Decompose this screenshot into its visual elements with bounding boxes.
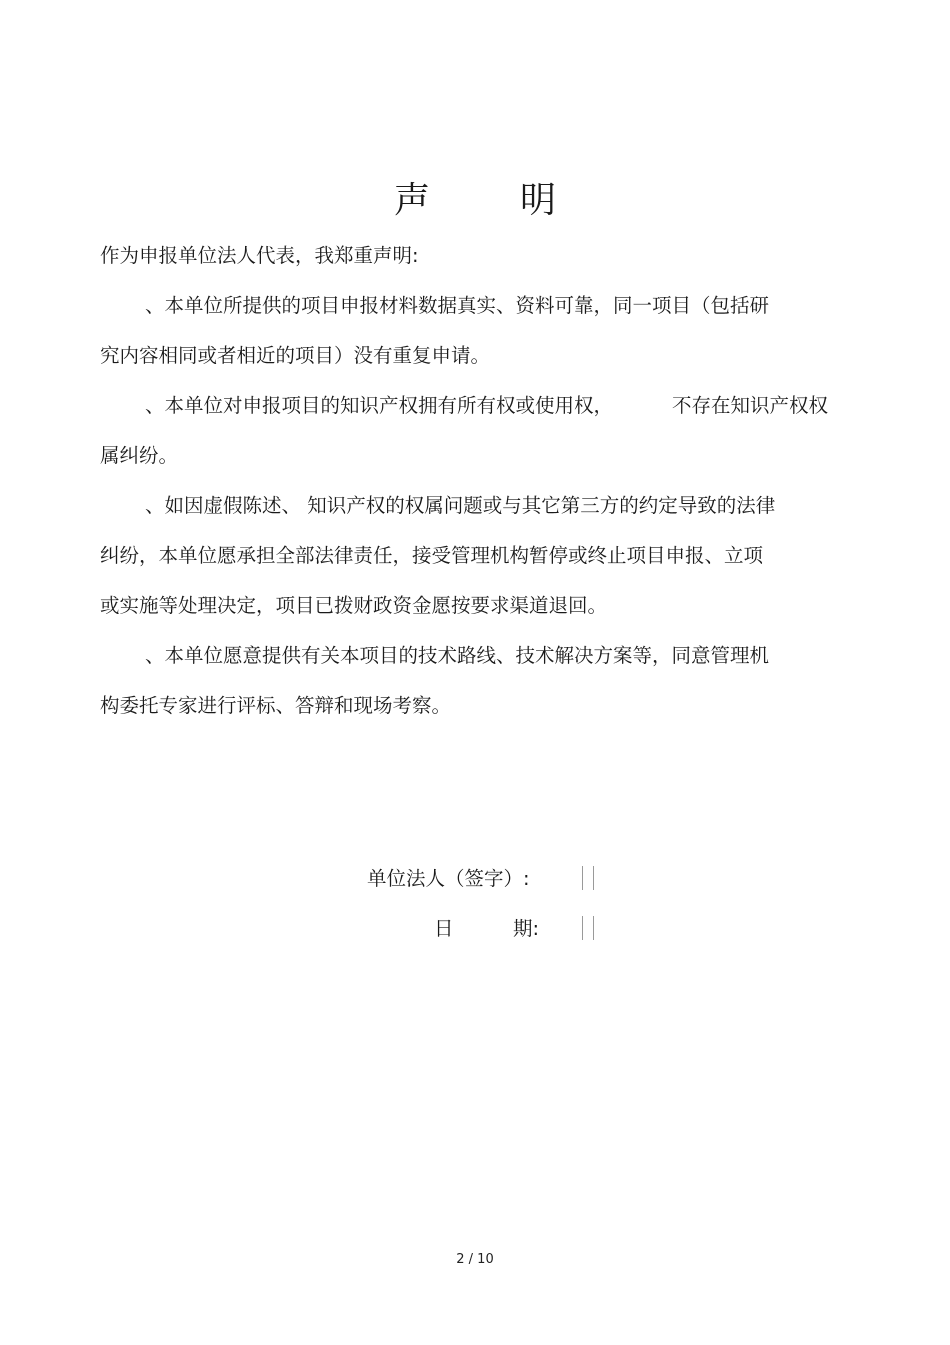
clause-3-line-3: 或实施等处理决定，项目已拨财政资金愿按要求渠道退回。 <box>100 594 608 617</box>
clause-2-line-1b: 不存在知识产权权 <box>672 394 829 417</box>
clause-4-line-2: 构委托专家进行评标、答辩和现场考察。 <box>100 694 452 717</box>
legal-rep-signature-field[interactable] <box>582 866 594 890</box>
date-label-char-1: 日 <box>434 917 454 940</box>
date-label-char-2: 期: <box>513 917 540 940</box>
clause-1-line-1: 、本单位所提供的项目申报材料数据真实、资料可靠，同一项目（包括研 <box>145 294 770 317</box>
clause-1-line-2: 究内容相同或者相近的项目）没有重复申请。 <box>100 344 491 367</box>
clause-3-line-1: 、如因虚假陈述、 知识产权的权属问题或与其它第三方的约定导致的法律 <box>145 494 776 517</box>
title-char-1: 声 <box>393 180 430 221</box>
title-char-2: 明 <box>520 180 557 221</box>
clause-2-line-2: 属纠纷。 <box>100 444 179 467</box>
clause-2-line-1a: 、本单位对申报项目的知识产权拥有所有权或使用权， <box>145 394 614 417</box>
legal-rep-signature-label: 单位法人（签字）: <box>367 867 530 890</box>
page-title <box>0 178 950 224</box>
clause-3-line-2: 纠纷，本单位愿承担全部法律责任，接受管理机构暂停或终止项目申报、立项 <box>100 544 764 567</box>
date-signature-field[interactable] <box>582 916 594 940</box>
page-number: 2 / 10 <box>456 1252 494 1267</box>
clause-4-line-1: 、本单位愿意提供有关本项目的技术路线、技术解决方案等，同意管理机 <box>145 644 770 667</box>
intro-text: 作为申报单位法人代表，我郑重声明: <box>100 244 419 267</box>
